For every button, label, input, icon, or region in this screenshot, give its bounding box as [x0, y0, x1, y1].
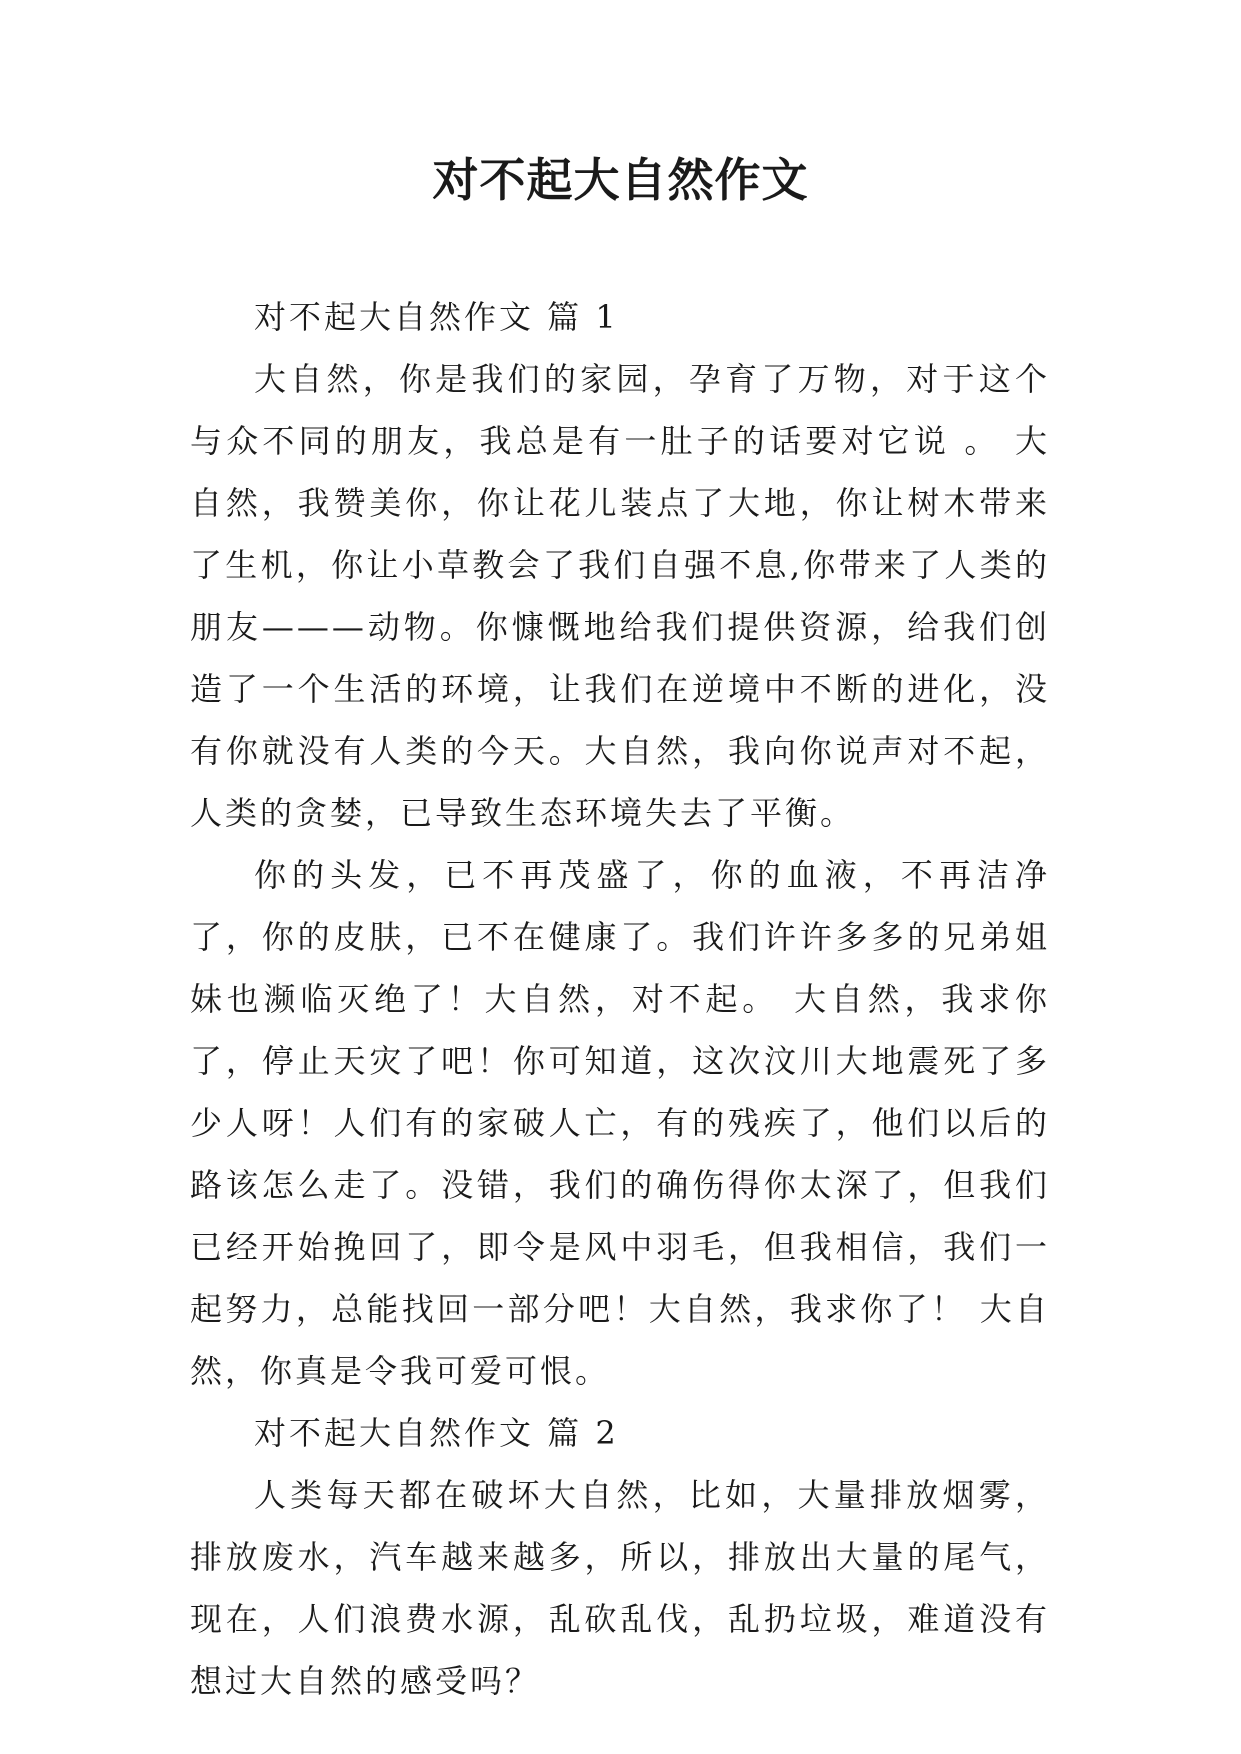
document-title: 对不起大自然作文: [432, 153, 809, 207]
section-1-paragraph-1: 大自然，你是我们的家园，孕育了万物，对于这个与众不同的朋友，我总是有一肚子的话要对它说 。 大自然，我赞美你，你让花儿装点了大地，你让树木带来了生机，你让小草教会了我们自强不息,你带来了人类的朋友———动物。你慷慨地给我们提供资源，给我们创造了一个生活的环境，让我们在逆境中不断的进化，没有你就没有人类的今天。大自然，我向你说声对不起，人类的贪婪，已导致生态环境失去了平衡。: [190, 360, 1050, 832]
section-2-paragraph-1: 人类每天都在破坏大自然，比如，大量排放烟雾，排放废水，汽车越来越多，所以，排放出大量的尾气，现在，人们浪费水源，乱砍乱伐，乱扔垃圾，难道没有想过大自然的感受吗？: [190, 1476, 1050, 1700]
section-2-heading: 对不起大自然作文 篇 2: [254, 1414, 619, 1452]
section-1-heading: 对不起大自然作文 篇 1: [254, 298, 619, 336]
section-1-paragraph-2: 你的头发，已不再茂盛了，你的血液，不再洁净了，你的皮肤，已不在健康了。我们许许多多的兄弟姐妹也濒临灭绝了！大自然，对不起。 大自然，我求你了，停止天灾了吧！你可知道，这次汶川大地震死了多少人呀！人们有的家破人亡，有的残疾了，他们以后的路该怎么走了。没错，我们的确伤得你太深了，但我们已经开始挽回了，即令是风中羽毛，但我相信，我们一起努力，总能找回一部分吧！大自然，我求你了！ 大自然，你真是令我可爱可恨。: [190, 856, 1050, 1390]
document-body: [190, 286, 1050, 1712]
